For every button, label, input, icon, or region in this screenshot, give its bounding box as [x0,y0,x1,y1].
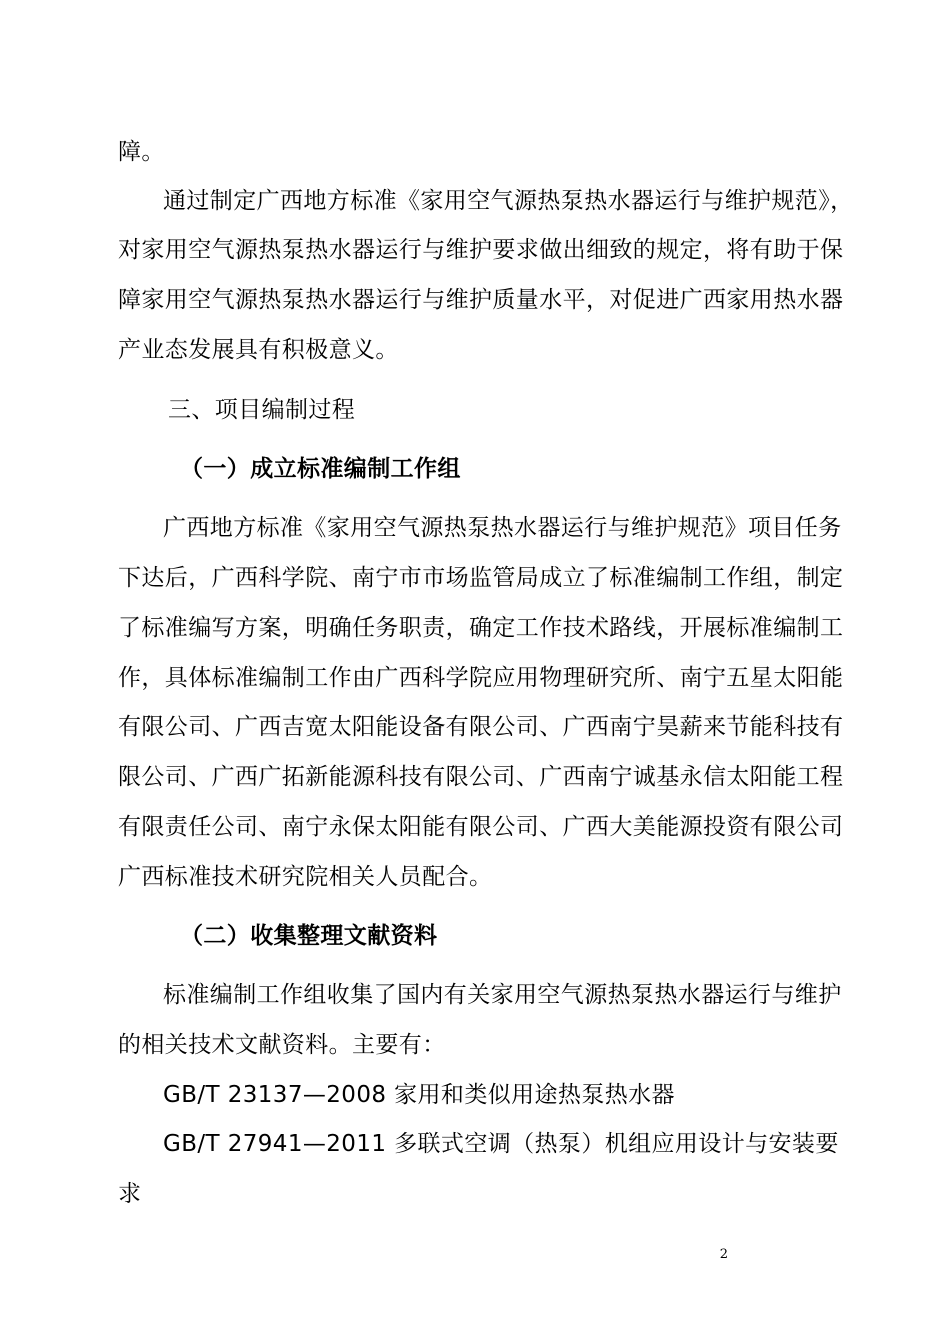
body-text-line: 对家用空气源热泵热水器运行与维护要求做出细致的规定，将有助于保 [118,237,844,263]
body-text-line: 通过制定广西地方标准《家用空气源热泵热水器运行与维护规范》， [163,188,854,214]
body-text-line: 广西标准技术研究院相关人员配合。 [118,864,493,890]
body-text-line: 障。 [118,139,165,165]
body-text-line: 广西地方标准《家用空气源热泵热水器运行与维护规范》项目任务 [163,515,842,541]
section-heading: 三、项目编制过程 [168,397,356,423]
body-text-line: 有限责任公司、南宁永保太阳能有限公司、广西大美能源投资有限公司 [118,814,844,840]
body-text-line: 障家用空气源热泵热水器运行与维护质量水平，对促进广西家用热水器 [118,287,844,313]
body-text-line: 求 [118,1181,142,1207]
subsection-heading: （二）收集整理文献资料 [180,923,438,949]
reference-line: GB/T 23137—2008 家用和类似用途热泵热水器 [163,1082,675,1108]
reference-line: GB/T 27941—2011 多联式空调（热泵）机组应用设计与安装要 [163,1131,839,1157]
body-text-line: 了标准编写方案，明确任务职责，确定工作技术路线，开展标准编制工 [118,615,844,641]
subsection-heading: （一）成立标准编制工作组 [180,456,461,482]
body-text-line: 有限公司、广西吉宽太阳能设备有限公司、广西南宁昊薪来节能科技有 [118,714,844,740]
body-text-line: 产业态发展具有积极意义。 [118,337,399,363]
body-text-line: 标准编制工作组收集了国内有关家用空气源热泵热水器运行与维护 [163,982,842,1008]
body-text-line: 下达后，广西科学院、南宁市市场监管局成立了标准编制工作组，制定 [118,565,844,591]
body-text-line: 作，具体标准编制工作由广西科学院应用物理研究所、南宁五星太阳能 [118,665,844,691]
body-text-line: 的相关技术文献资料。主要有： [118,1032,446,1058]
body-text-line: 限公司、广西广拓新能源科技有限公司、广西南宁诚基永信太阳能工程 [118,764,844,790]
page-number: 2 [719,1247,728,1262]
